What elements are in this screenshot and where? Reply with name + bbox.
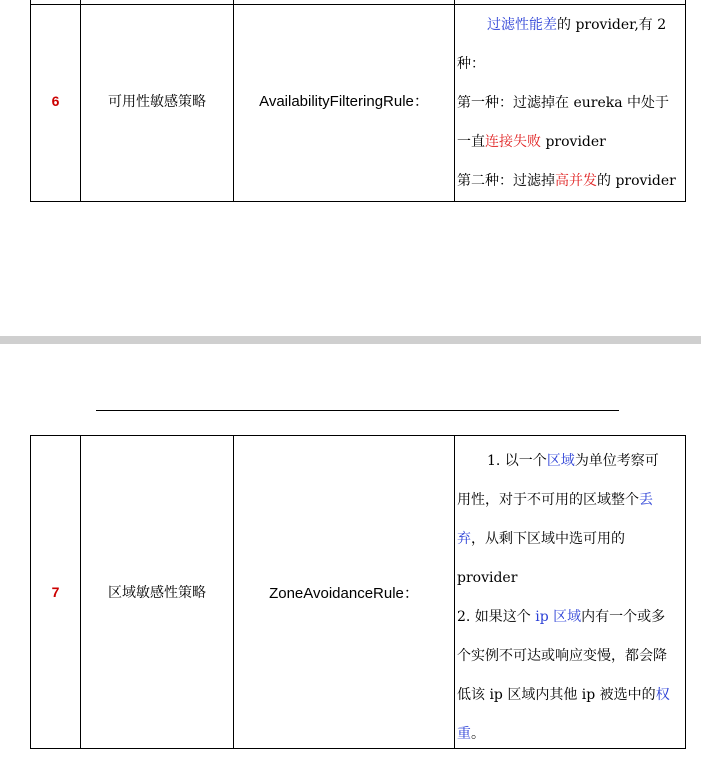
- description-text: 的 provider,有 2: [557, 17, 667, 33]
- description-text: 用性，对于不可用的区域整个: [457, 492, 639, 508]
- rule-class-cell: [234, 436, 455, 748]
- rule-class-cell: [234, 0, 455, 201]
- highlight-text: 区域: [546, 453, 575, 469]
- description-text: 一直: [457, 134, 485, 150]
- description-text: 低该 ip 区域内其他 ip 被选中的: [457, 687, 656, 703]
- row-number: 7: [51, 584, 60, 600]
- row-number-cell: [31, 0, 81, 201]
- highlight-text: 重: [457, 726, 471, 742]
- rule-class-name: ZoneAvoidanceRule：: [269, 584, 419, 602]
- description-line: 种：: [457, 56, 485, 72]
- highlight-text: 丢: [639, 492, 653, 508]
- page-separator: [0, 336, 701, 344]
- description-text: 为单位考察可: [574, 453, 659, 469]
- description-text: 2. 如果这个: [457, 609, 536, 625]
- description-text: ，从剩下区域中选可用的: [471, 531, 625, 547]
- description-line: 第一种：过滤掉在 eureka 中处于: [457, 95, 670, 111]
- highlight-text: 过滤性能差: [487, 17, 557, 33]
- highlight-text: 弃: [457, 531, 471, 547]
- description-text: 1. 以一个: [487, 453, 547, 469]
- description-text: 第二种：过滤掉: [457, 173, 555, 189]
- description-line: [457, 598, 685, 637]
- highlight-text: 连接失败: [485, 134, 541, 150]
- description-line: provider: [457, 570, 518, 586]
- description-text: 的 provider: [597, 173, 676, 189]
- row-number-cell: [31, 436, 81, 748]
- highlight-text: ip 区域: [535, 609, 582, 625]
- table-row: [30, 435, 686, 749]
- description-line: [457, 6, 685, 45]
- strategy-name: 可用性敏感策略: [108, 93, 206, 110]
- strategy-name-cell: [81, 0, 234, 201]
- description-text: provider: [541, 134, 606, 150]
- description-line: [457, 442, 685, 481]
- description-line: [457, 162, 685, 201]
- header-rule: [96, 410, 619, 411]
- description-text: 内有一个或多: [581, 609, 666, 625]
- highlight-text: 权: [655, 687, 670, 703]
- description-line: [457, 481, 685, 520]
- table-row: [30, 0, 686, 202]
- rule-class-name: AvailabilityFilteringRule：: [259, 93, 429, 110]
- description-line: 个实例不可达或响应变慢，都会降: [457, 648, 667, 664]
- description-line: [457, 676, 685, 715]
- highlight-text: 高并发: [555, 173, 597, 189]
- description-cell: [455, 436, 685, 748]
- description-line: [457, 123, 685, 162]
- strategy-name-cell: [81, 436, 234, 748]
- strategy-name: 区域敏感性策略: [108, 585, 206, 601]
- description-cell: [455, 0, 685, 201]
- row-number: 6: [51, 92, 60, 109]
- description-line: [457, 715, 685, 754]
- description-line: [457, 520, 685, 559]
- description-text: 。: [471, 726, 485, 742]
